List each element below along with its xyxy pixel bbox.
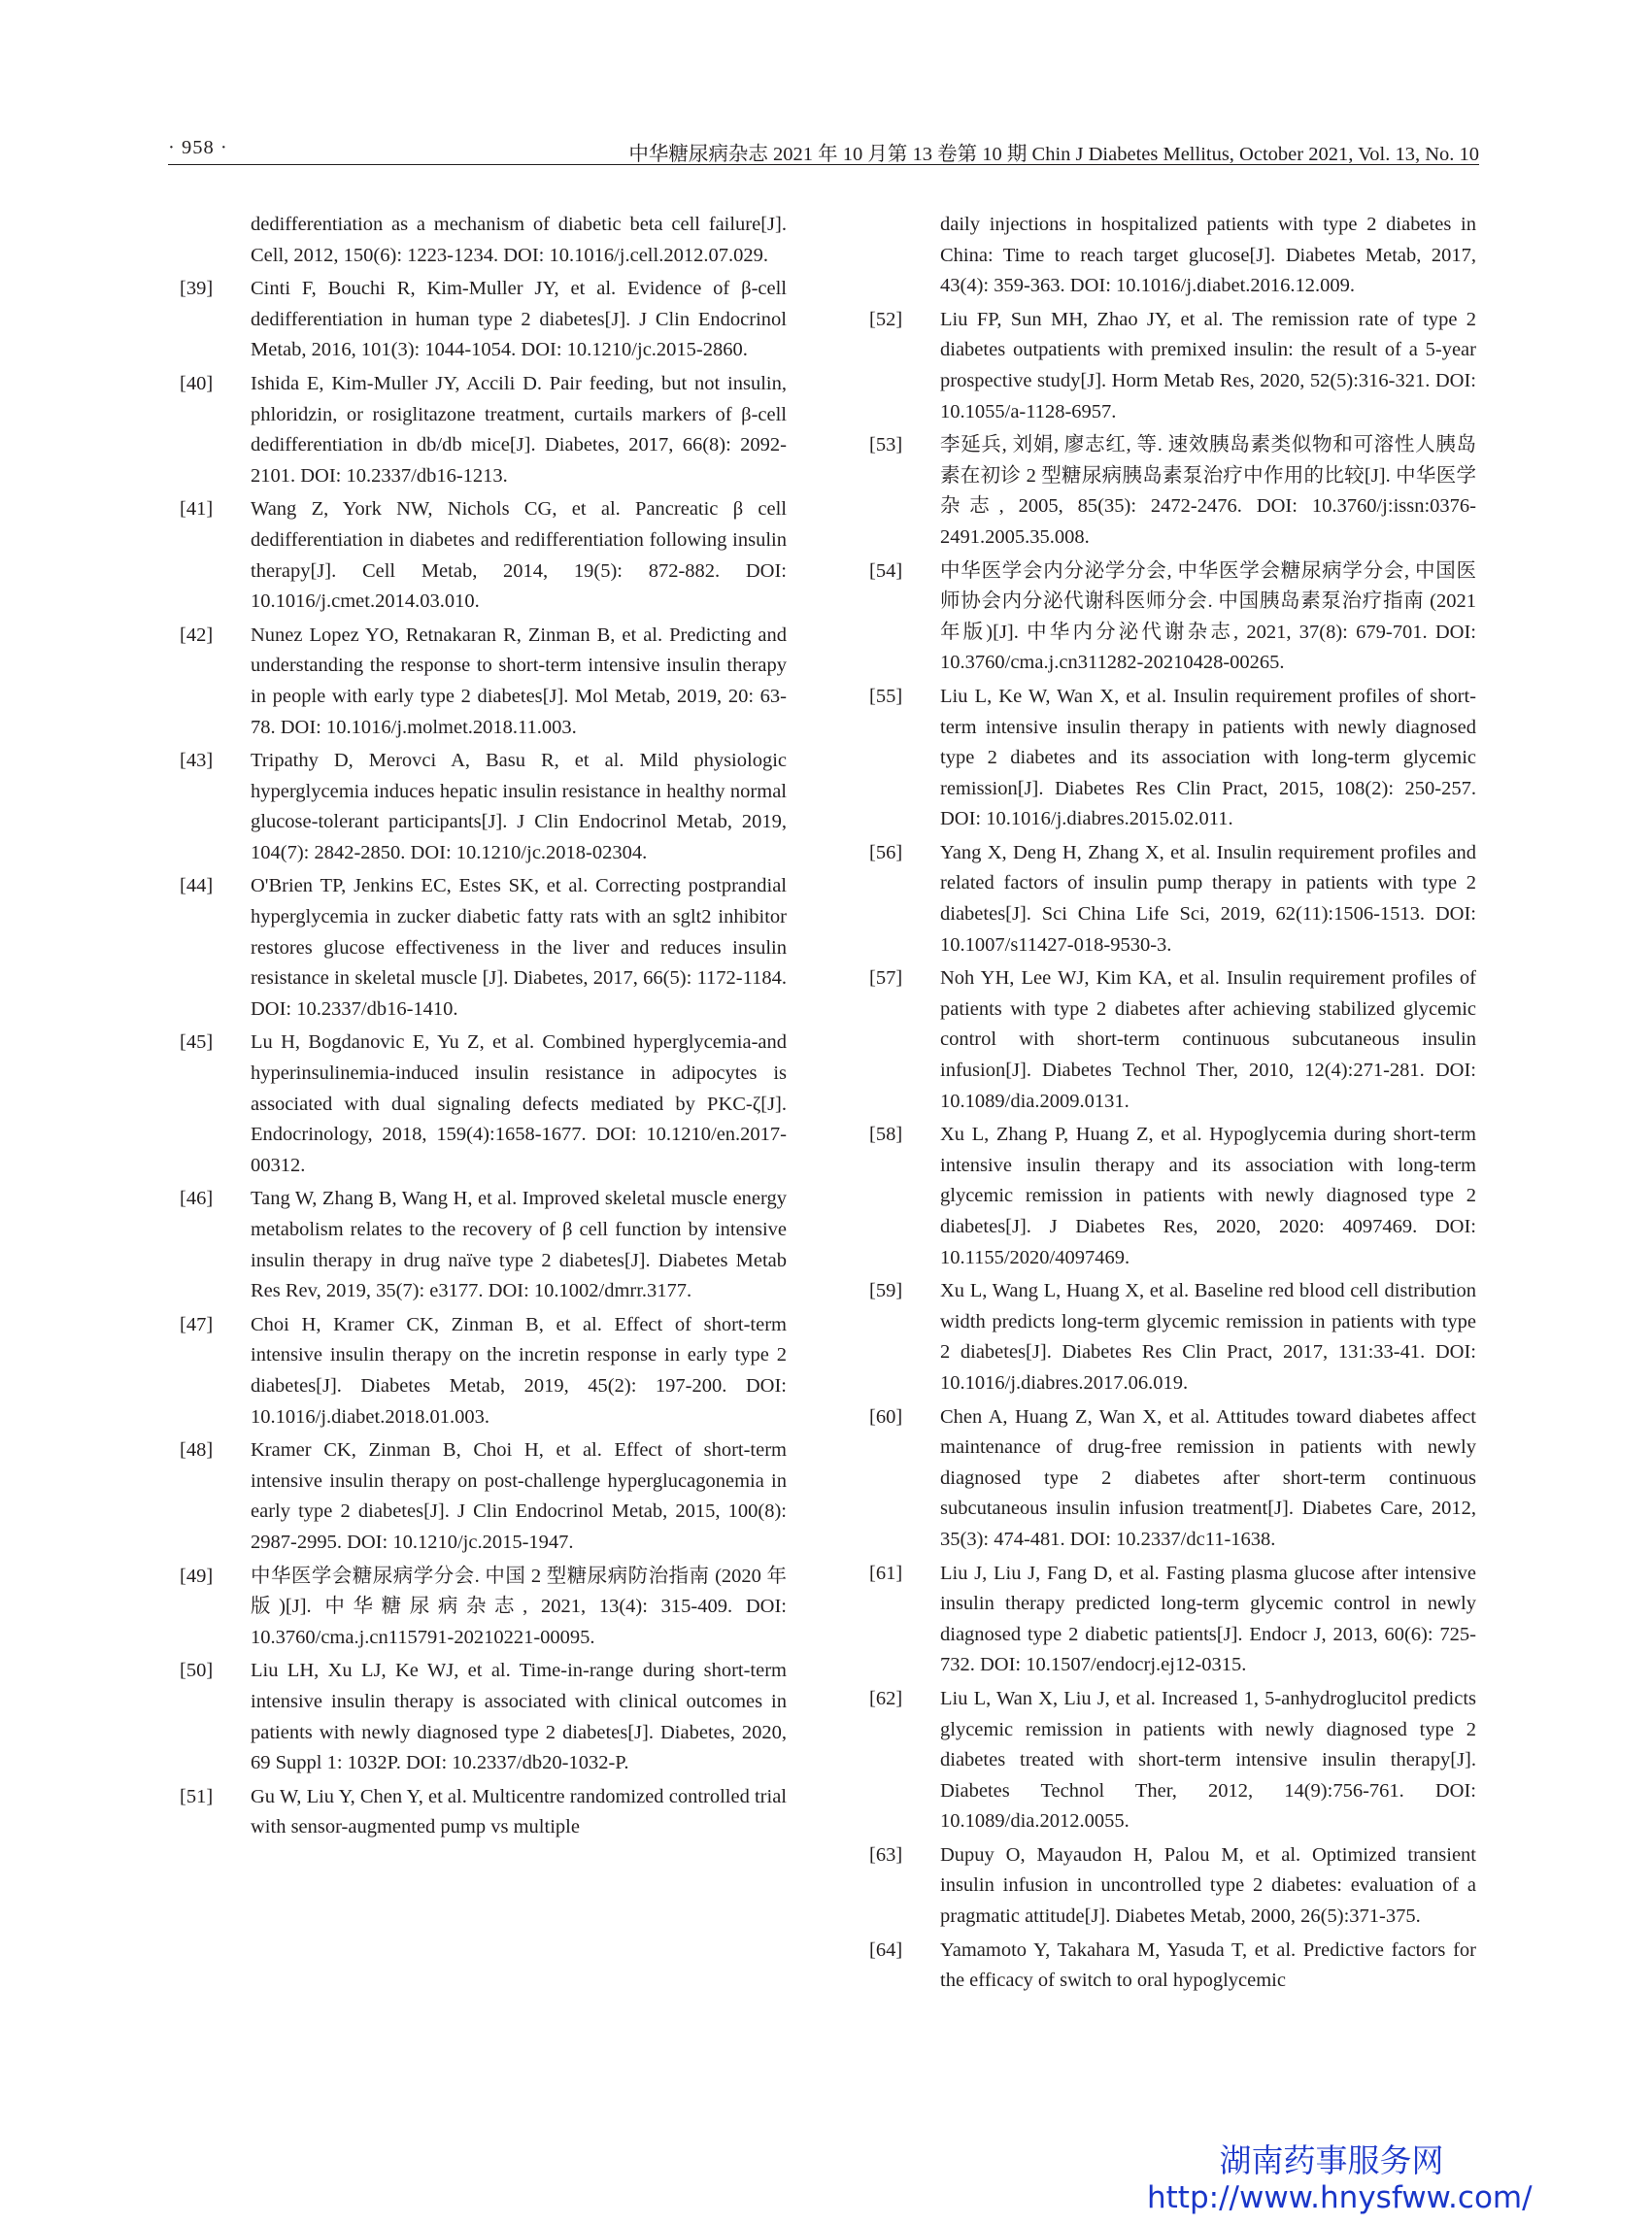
reference-number: [61] <box>869 1562 903 1584</box>
reference-number: [39] <box>180 278 214 300</box>
reference-number: [46] <box>180 1188 214 1210</box>
reference-text: 中华医学会内分泌学分会, 中华医学会糖尿病学分会, 中国医师协会内分泌代谢科医师分会. 中国胰岛素泵治疗指南 (2021 年版)[J]. 中华内分泌代谢杂志, 2021, 37(8): 679-701. DOI: 10.3760/cma.j.cn311282-20210428-00265. <box>940 559 1476 674</box>
journal-citation: 中华糖尿病杂志 2021 年 10 月第 13 卷第 10 期 Chin J Diabetes Mellitus, October 2021, Vol. 13, No. 10 <box>628 144 1479 165</box>
reference-text: Gu W, Liu Y, Chen Y, et al. Multicentre randomized controlled trial with sensor-augmented pump vs multiple <box>251 1785 787 1838</box>
reference-entry <box>180 1310 787 1433</box>
reference-text: Cinti F, Bouchi R, Kim-Muller JY, et al. Evidence of β-cell dedifferentiation in human type 2 diabetes[J]. J Clin Endocrinol Metab, 2016, 101(3): 1044-1054. DOI: 10.1210/jc.2015-2860. <box>251 278 787 361</box>
reference-entry <box>180 1782 787 1843</box>
reference-number: [51] <box>180 1785 214 1807</box>
reference-number: [49] <box>180 1565 214 1587</box>
reference-entry <box>869 1559 1476 1681</box>
reference-number: [55] <box>869 685 903 707</box>
reference-text: Wang Z, York NW, Nichols CG, et al. Pancreatic β cell dedifferentiation in diabetes and redifferentiation following insulin therapy[J]. Cell Metab, 2014, 19(5): 872-882. DOI: 10.1016/j.cmet.2014.03.010. <box>251 498 787 613</box>
reference-text: Noh YH, Lee WJ, Kim KA, et al. Insulin requirement profiles of patients with type 2 diabetes after achieving stabilized glycemic control with short-term continuous subcutaneous insulin infusion[J]. Diabetes Technol Ther, 2010, 12(4):271-281. DOI: 10.1089/dia.2009.0131. <box>940 967 1476 1112</box>
reference-entry <box>180 1435 787 1558</box>
reference-entry <box>869 305 1476 427</box>
reference-number: [48] <box>180 1439 214 1462</box>
reference-number: [52] <box>869 308 903 330</box>
reference-entry <box>180 1562 787 1654</box>
reference-entry <box>180 210 787 271</box>
reference-column-left <box>180 210 787 1846</box>
reference-number: [43] <box>180 750 214 772</box>
reference-entry <box>869 556 1476 679</box>
reference-text: Lu H, Bogdanovic E, Yu Z, et al. Combined hyperglycemia-and hyperinsulinemia-induced insulin resistance in adipocytes is associated with dual signaling defects mediated by PKC-ζ[J]. Endocrinology, 2018, 159(4):1658-1677. DOI: 10.1210/en.2017-00312. <box>251 1031 787 1176</box>
reference-text: Tang W, Zhang B, Wang H, et al. Improved skeletal muscle energy metabolism relates to the recovery of β cell function by intensive insulin therapy in drug naïve type 2 diabetes[J]. Diabetes Metab Res Rev, 2019, 35(7): e3177. DOI: 10.1002/dmrr.3177. <box>251 1188 787 1302</box>
reference-entry <box>869 1120 1476 1273</box>
reference-text: Yang X, Deng H, Zhang X, et al. Insulin requirement profiles and related factors of insulin pump therapy in patients with type 2 diabetes[J]. Sci China Life Sci, 2019, 62(11):1506-1513. DOI: 10.1007/s11427-018-9530-3. <box>940 841 1476 956</box>
reference-text: Liu FP, Sun MH, Zhao JY, et al. The remission rate of type 2 diabetes outpatients with premixed insulin: the result of a 5-year prospective study[J]. Horm Metab Res, 2020, 52(5):316-321. DOI: 10.1055/a-1128-6957. <box>940 308 1476 422</box>
reference-text: daily injections in hospitalized patients with type 2 diabetes in China: Time to reach target glucose[J]. Diabetes Metab, 2017, 43(4): 359-363. DOI: 10.1016/j.diabet.2016.12.009. <box>940 214 1476 297</box>
reference-entry <box>869 963 1476 1117</box>
reference-text: Nunez Lopez YO, Retnakaran R, Zinman B, et al. Predicting and understanding the response to short-term intensive insulin therapy in people with early type 2 diabetes[J]. Mol Metab, 2019, 20: 63-78. DOI: 10.1016/j.molmet.2018.11.003. <box>251 624 787 738</box>
reference-entry <box>180 746 787 868</box>
reference-number: [42] <box>180 624 214 646</box>
reference-text: Xu L, Zhang P, Huang Z, et al. Hypoglycemia during short-term intensive insulin therapy and its association with long-term glycemic remission in patients with newly diagnosed type 2 diabetes[J]. J Diabetes Res, 2020, 2020: 4097469. DOI: 10.1155/2020/4097469. <box>940 1124 1476 1268</box>
reference-entry <box>180 1656 787 1778</box>
reference-text: Liu L, Ke W, Wan X, et al. Insulin requirement profiles of short-term intensive insulin therapy in patients with newly diagnosed type 2 diabetes and its association with long-term glycemic remission[J]. Diabetes Res Clin Pract, 2015, 108(2): 250-257. DOI: 10.1016/j.diabres.2015.02.011. <box>940 685 1476 830</box>
reference-number: [45] <box>180 1031 214 1054</box>
reference-entry <box>180 494 787 617</box>
reference-number: [62] <box>869 1687 903 1709</box>
reference-number: [50] <box>180 1660 214 1682</box>
watermark-url-link[interactable]: http://www.hnysfww.com/ <box>1147 2180 1533 2215</box>
reference-number: [53] <box>869 434 903 456</box>
reference-column-right <box>869 210 1476 2000</box>
reference-entry <box>180 621 787 743</box>
reference-number: [56] <box>869 841 903 863</box>
reference-entry <box>180 1184 787 1306</box>
reference-text: 中华医学会糖尿病学分会. 中国 2 型糖尿病防治指南 (2020 年版)[J]. 中华糖尿病杂志, 2021, 13(4): 315-409. DOI: 10.3760/cma.j.cn115791-20210221-00095. <box>251 1565 787 1648</box>
reference-text: Choi H, Kramer CK, Zinman B, et al. Effect of short-term intensive insulin therapy on the incretin response in early type 2 diabetes[J]. Diabetes Metab, 2019, 45(2): 197-200. DOI: 10.1016/j.diabet.2018.01.003. <box>251 1313 787 1428</box>
reference-text: Chen A, Huang Z, Wan X, et al. Attitudes toward diabetes affect maintenance of drug-free remission in patients with newly diagnosed type 2 diabetes after short-term continuous subcutaneous insulin infusion treatment[J]. Diabetes Care, 2012, 35(3): 474-481. DOI: 10.2337/dc11-1638. <box>940 1405 1476 1550</box>
reference-text: 李延兵, 刘娟, 廖志红, 等. 速效胰岛素类似物和可溶性人胰岛素在初诊 2 型糖尿病胰岛素泵治疗中作用的比较[J]. 中华医学杂志, 2005, 85(35): 2472-2476. DOI: 10.3760/j:issn:0376-2491.2005.35.008. <box>940 434 1476 548</box>
reference-entry <box>869 1276 1476 1399</box>
reference-text: dedifferentiation as a mechanism of diabetic beta cell failure[J]. Cell, 2012, 150(6): 1223-1234. DOI: 10.1016/j.cell.2012.07.029. <box>251 214 787 266</box>
reference-entry <box>869 430 1476 553</box>
reference-text: O'Brien TP, Jenkins EC, Estes SK, et al. Correcting postprandial hyperglycemia in zucker diabetic fatty rats with an sglt2 inhibitor restores glucose effectiveness in the liver and reduces insulin resistance in skeletal muscle [J]. Diabetes, 2017, 66(5): 1172-1184. DOI: 10.2337/db16-1410. <box>251 875 787 1020</box>
reference-entry <box>869 1402 1476 1556</box>
reference-number: [44] <box>180 875 214 897</box>
reference-number: [63] <box>869 1843 903 1866</box>
reference-number: [60] <box>869 1405 903 1428</box>
reference-number <box>180 210 251 271</box>
reference-number: [47] <box>180 1313 214 1335</box>
reference-text: Kramer CK, Zinman B, Choi H, et al. Effect of short-term intensive insulin therapy on post-challenge hyperglucagonemia in early type 2 diabetes[J]. J Clin Endocrinol Metab, 2015, 100(8): 2987-2995. DOI: 10.1210/jc.2015-1947. <box>251 1439 787 1553</box>
reference-text: Tripathy D, Merovci A, Basu R, et al. Mild physiologic hyperglycemia induces hepatic insulin resistance in healthy normal glucose-tolerant participants[J]. J Clin Endocrinol Metab, 2019, 104(7): 2842-2850. DOI: 10.1210/jc.2018-02304. <box>251 750 787 863</box>
reference-number: [54] <box>869 559 903 582</box>
reference-text: Liu LH, Xu LJ, Ke WJ, et al. Time-in-range during short-term intensive insulin therapy is associated with clinical outcomes in patients with newly diagnosed type 2 diabetes[J]. Diabetes, 2020, 69 Suppl 1: 1032P. DOI: 10.2337/db20-1032-P. <box>251 1660 787 1774</box>
reference-number: [40] <box>180 372 214 394</box>
reference-number: [41] <box>180 498 214 521</box>
reference-text: Xu L, Wang L, Huang X, et al. Baseline red blood cell distribution width predicts long-term glycemic remission in patients with type 2 diabetes[J]. Diabetes Res Clin Pract, 2017, 131:33-41. DOI: 10.1016/j.diabres.2017.06.019. <box>940 1280 1476 1394</box>
reference-text: Liu L, Wan X, Liu J, et al. Increased 1, 5-anhydroglucitol predicts glycemic remission in patients with newly diagnosed type 2 diabetes treated with short-term intensive insulin therapy[J]. Diabetes Technol Ther, 2012, 14(9):756-761. DOI: 10.1089/dia.2012.0055. <box>940 1687 1476 1833</box>
reference-entry <box>869 682 1476 835</box>
reference-entry <box>180 1028 787 1181</box>
reference-text: Yamamoto Y, Takahara M, Yasuda T, et al. Predictive factors for the efficacy of switch to oral hypoglycemic <box>940 1938 1476 1992</box>
reference-entry <box>180 369 787 491</box>
reference-entry <box>869 1840 1476 1933</box>
reference-entry <box>180 871 787 1025</box>
reference-entry <box>869 1684 1476 1837</box>
reference-entry <box>869 838 1476 961</box>
running-header <box>168 133 1479 165</box>
site-watermark[interactable] <box>1147 2141 1533 2216</box>
reference-number: [64] <box>869 1938 903 1961</box>
reference-entry <box>869 1936 1476 1997</box>
reference-number: [57] <box>869 967 903 990</box>
reference-entry <box>180 274 787 366</box>
reference-number: [58] <box>869 1124 903 1146</box>
reference-number <box>869 210 940 302</box>
reference-text: Ishida E, Kim-Muller JY, Accili D. Pair feeding, but not insulin, phloridzin, or rosiglitazone treatment, curtails markers of β-cell dedifferentiation in db/db mice[J]. Diabetes, 2017, 66(8): 2092-2101. DOI: 10.2337/db16-1213. <box>251 372 787 487</box>
reference-text: Liu J, Liu J, Fang D, et al. Fasting plasma glucose after intensive insulin therapy predicted long-term glycemic control in newly diagnosed type 2 diabetic patients[J]. Endocr J, 2013, 60(6): 725-732. DOI: 10.1507/endocrj.ej12-0315. <box>940 1562 1476 1676</box>
reference-entry <box>869 210 1476 302</box>
reference-text: Dupuy O, Mayaudon H, Palou M, et al. Optimized transient insulin infusion in uncontrolled type 2 diabetes: evaluation of a pragmatic attitude[J]. Diabetes Metab, 2000, 26(5):371-375. <box>940 1843 1476 1928</box>
watermark-site-name: 湖南药事服务网 <box>1219 2141 1444 2179</box>
reference-number: [59] <box>869 1280 903 1302</box>
page-number: · 958 · <box>168 137 228 158</box>
